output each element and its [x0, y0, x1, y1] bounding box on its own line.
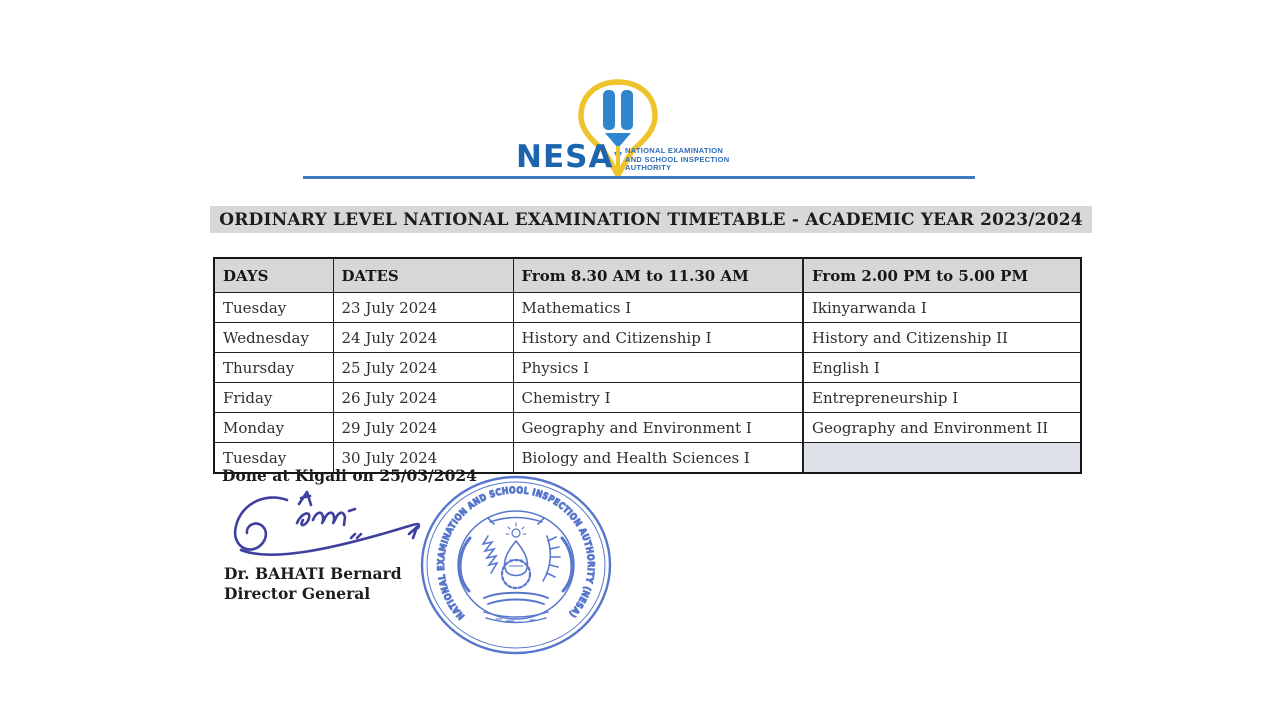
table-cell: Mathematics I: [513, 293, 803, 323]
table-cell: 25 July 2024: [333, 353, 513, 383]
logo-name-line: AUTHORITY: [625, 163, 672, 173]
stamp-ring-text: NATIONAL EXAMINATION AND SCHOOL INSPECTION AUTHORITY (NESA): [435, 485, 597, 622]
official-stamp-icon: [414, 470, 618, 660]
table-row: [214, 353, 1081, 383]
pencil-bar-icon: [603, 90, 615, 130]
table-row: [214, 383, 1081, 413]
pencil-bar-icon: [621, 90, 633, 130]
title-band: [210, 206, 1092, 233]
table-cell: History and Citizenship II: [803, 323, 1081, 353]
table-cell: 23 July 2024: [333, 293, 513, 323]
table-header-row: [214, 258, 1081, 293]
signatory-title: Director General: [224, 584, 371, 603]
table-row: [214, 293, 1081, 323]
stamp-right-branch-icon: [543, 536, 560, 581]
logo-separator: [616, 146, 620, 173]
table-cell: Wednesday: [214, 323, 333, 353]
signatory-name: Dr. BAHATI Bernard: [224, 564, 402, 583]
table-cell: Monday: [214, 413, 333, 443]
header-morning-session: From 8.30 AM to 11.30 AM: [513, 258, 803, 293]
table-cell: 24 July 2024: [333, 323, 513, 353]
logo-name-line: AND SCHOOL INSPECTION: [625, 154, 730, 164]
table-cell: History and Citizenship I: [513, 323, 803, 353]
table-row: [214, 413, 1081, 443]
letterhead-divider: [303, 176, 975, 179]
header-afternoon-session: From 2.00 PM to 5.00 PM: [803, 258, 1081, 293]
table-cell: 29 July 2024: [333, 413, 513, 443]
table-cell: Ikinyarwanda I: [803, 293, 1081, 323]
table-cell: Tuesday: [214, 443, 333, 474]
done-at-line: Done at Kigali on 25/03/2024: [222, 466, 477, 485]
page-title: ORDINARY LEVEL NATIONAL EXAMINATION TIMETABLE - ACADEMIC YEAR 2023/2024: [219, 209, 1083, 230]
stamp-gear-icon: [502, 560, 530, 588]
logo-acronym: NESA: [516, 139, 614, 175]
table-cell: Physics I: [513, 353, 803, 383]
table-cell: Thursday: [214, 353, 333, 383]
table-cell: Entrepreneurship I: [803, 383, 1081, 413]
table-cell-empty: [803, 443, 1081, 474]
table-cell: 26 July 2024: [333, 383, 513, 413]
header-days: DAYS: [214, 258, 333, 293]
table-cell: Biology and Health Sciences I: [513, 443, 803, 474]
header-dates: DATES: [333, 258, 513, 293]
stamp-bottom-banner-icon: [484, 612, 548, 623]
table-cell: Geography and Environment II: [803, 413, 1081, 443]
table-cell: English I: [803, 353, 1081, 383]
logo-name-line: NATIONAL EXAMINATION: [625, 146, 724, 155]
table-cell: Tuesday: [214, 293, 333, 323]
table-cell: Chemistry I: [513, 383, 803, 413]
stamp-left-branch-icon: [483, 536, 497, 573]
table-cell: Friday: [214, 383, 333, 413]
table-cell: Geography and Environment I: [513, 413, 803, 443]
exam-timetable: [213, 257, 1082, 474]
logo-name-lines: [625, 147, 755, 173]
table-cell: 30 July 2024: [333, 443, 513, 474]
table-row: [214, 323, 1081, 353]
stamp-droplet-icon: [504, 541, 527, 576]
